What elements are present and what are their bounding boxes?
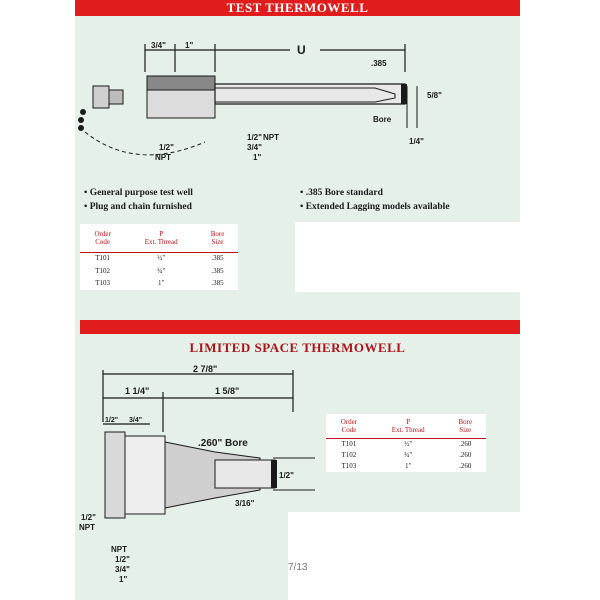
bullet-item: • Plug and chain furnished: [84, 200, 193, 214]
svg-text:Bore: Bore: [373, 115, 392, 124]
svg-text:5/8": 5/8": [427, 91, 442, 100]
bullet-item: • Extended Lagging models available: [300, 200, 450, 214]
svg-text:U: U: [297, 43, 306, 57]
blank-panel: [295, 222, 520, 292]
svg-text:1/2": 1/2": [81, 513, 96, 522]
table-row: T103 1" .385: [95, 279, 224, 288]
section-red-bar: [80, 320, 520, 334]
table-row: T101 ½" .385: [95, 254, 224, 263]
test-thermowell-diagram: [75, 32, 520, 182]
svg-text:3/4": 3/4": [115, 565, 130, 574]
svg-text:1 5/8": 1 5/8": [215, 386, 240, 396]
col-header: Bore Size: [445, 414, 486, 439]
svg-text:3/4": 3/4": [129, 417, 143, 424]
svg-text:1": 1": [253, 153, 262, 162]
svg-text:1/2": 1/2": [159, 143, 174, 152]
svg-text:NPT: NPT: [79, 523, 95, 532]
svg-text:NPT: NPT: [155, 153, 171, 162]
page-number: 7/13: [288, 562, 308, 573]
svg-text:1": 1": [119, 575, 128, 584]
col-header: Bore Size: [197, 224, 238, 252]
table-row: T103 1" .260: [341, 462, 472, 471]
table-row: T101 ½" .260: [341, 440, 472, 449]
table-row: T102 ¾" .260: [341, 451, 472, 460]
svg-text:.260" Bore: .260" Bore: [198, 438, 248, 449]
svg-text:3/4": 3/4": [151, 41, 166, 50]
test-order-table: [80, 224, 238, 290]
svg-text:1/2": 1/2": [115, 555, 130, 564]
table-row: T102 ¾" .385: [95, 266, 224, 275]
svg-text:1/2": 1/2": [279, 471, 294, 480]
svg-text:1/2": 1/2": [105, 417, 119, 424]
svg-text:NPT: NPT: [263, 133, 279, 142]
svg-text:1/4": 1/4": [409, 137, 424, 146]
svg-text:NPT: NPT: [111, 545, 127, 554]
col-header: Order Code: [326, 414, 372, 439]
col-header: Order Code: [80, 224, 125, 252]
svg-text:1/2": 1/2": [247, 133, 262, 142]
svg-text:3/16": 3/16": [235, 499, 255, 508]
bullet-item: • General purpose test well: [84, 186, 193, 200]
col-header: P Ext. Thread: [125, 224, 197, 252]
col-header: P Ext. Thread: [372, 414, 445, 439]
svg-text:1": 1": [185, 41, 194, 50]
test-thermowell-title: TEST THERMOWELL: [226, 0, 369, 15]
limited-space-title: LIMITED SPACE THERMOWELL: [189, 340, 406, 355]
bullet-item: • .385 Bore standard: [300, 186, 450, 200]
svg-text:2 7/8": 2 7/8": [193, 364, 218, 374]
test-bullets-left: [84, 186, 193, 214]
svg-text:1 1/4": 1 1/4": [125, 386, 150, 396]
svg-text:3/4": 3/4": [247, 143, 262, 152]
svg-text:.385: .385: [371, 59, 387, 68]
blank-panel: [288, 512, 520, 600]
test-bullets-right: [300, 186, 450, 214]
limited-order-table: [326, 414, 486, 472]
